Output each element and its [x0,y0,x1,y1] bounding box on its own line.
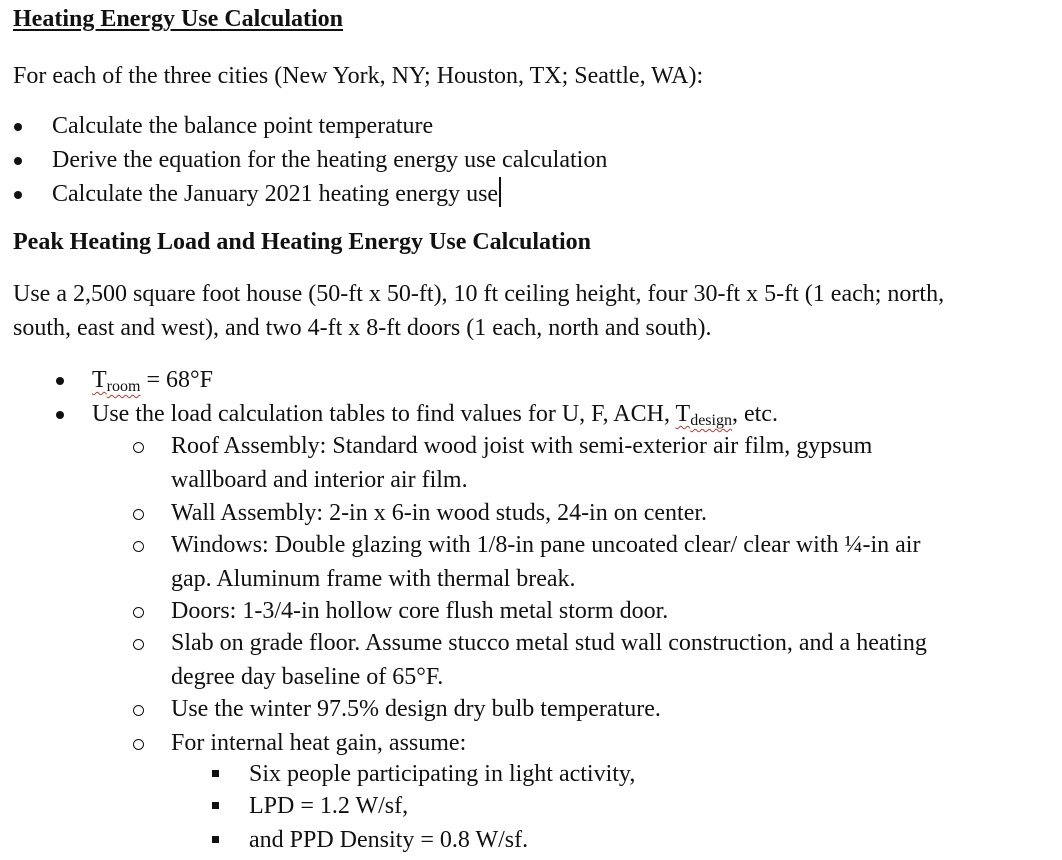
tables-item: Use the load calculation tables to find values for U, F, ACH, $T_{design}$, etc. [92,401,778,429]
internal-gain-item: and PPD Density = 0.8 W/sf. [249,827,529,853]
assembly-item-continuation: degree day baseline of 65°F. [171,664,444,690]
assembly-item: Slab on grade floor. Assume stucco metal stud wall construction, and a heating [171,630,927,656]
assembly-item: Windows: Double glazing with 1/8-in pane uncoated clear/ clear with ¼-in air [171,532,921,558]
assembly-item-continuation: wallboard and interior air film. [171,467,468,493]
assembly-item: Use the winter 97.5% design dry bulb temperature. [171,696,661,722]
circle-bullet-icon [133,639,144,650]
assembly-item: Roof Assembly: Standard wood joist with semi-exterior air film, gypsum [171,433,873,459]
square-bullet-icon [212,802,219,809]
section-title: Peak Heating Load and Heating Energy Use Calculation [13,229,592,255]
intro-text: For each of the three cities (New York, NY; Houston, TX; Seattle, WA): [13,63,704,89]
assembly-item-continuation: gap. Aluminum frame with thermal break. [171,566,576,592]
internal-gain-item: LPD = 1.2 W/sf, [249,793,409,819]
square-bullet-icon [212,770,219,777]
bullet-icon [56,377,64,385]
text-cursor [499,177,501,207]
house-description-line: south, east and west), and two 4-ft x 8-ft doors (1 each, north and south). [13,315,712,341]
troom-item: $T_{room} = 68^\circ F$ [92,367,213,395]
circle-bullet-icon [133,607,144,618]
city-task-item[interactable]: Calculate the January 2021 heating energy use [52,177,501,211]
circle-bullet-icon [133,739,144,750]
bullet-icon [56,411,64,419]
bullet-icon [14,191,22,199]
assembly-item: Doors: 1-3/4-in hollow core flush metal storm door. [171,598,669,624]
circle-bullet-icon [133,442,144,453]
page-title: Heating Energy Use Calculation [13,6,343,32]
square-bullet-icon [212,836,219,843]
bullet-icon [14,123,22,131]
house-description-line: Use a 2,500 square foot house (50-ft x 50-ft), 10 ft ceiling height, four 30-ft x 5-ft (1 each; north, [13,281,945,307]
circle-bullet-icon [133,509,144,520]
circle-bullet-icon [133,705,144,716]
circle-bullet-icon [133,541,144,552]
bullet-icon [14,157,22,165]
city-task-item: Derive the equation for the heating energy use calculation [52,147,608,173]
internal-gain-item: Six people participating in light activity, [249,761,636,787]
city-task-item: Calculate the balance point temperature [52,113,434,139]
assembly-item: Wall Assembly: 2-in x 6-in wood studs, 24-in on center. [171,500,708,526]
assembly-item: For internal heat gain, assume: [171,730,467,756]
